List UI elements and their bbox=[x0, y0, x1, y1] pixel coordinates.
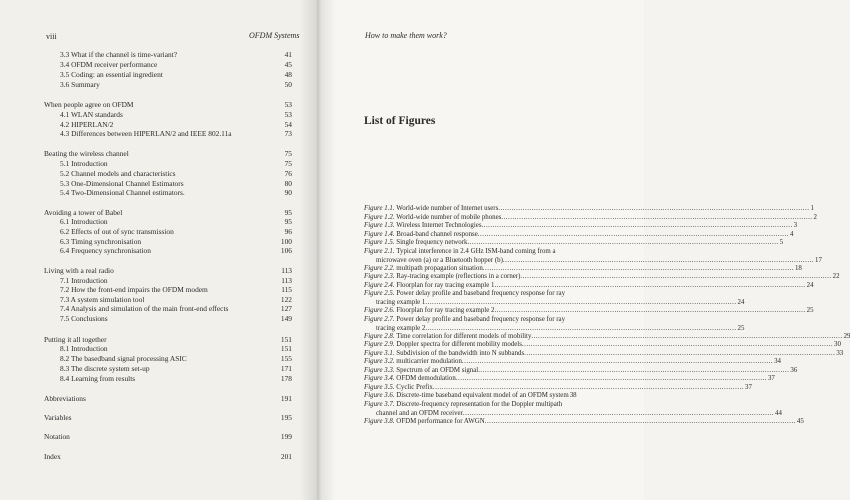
figure-label: Figure 3.7. bbox=[364, 401, 397, 408]
figure-caption: OFDM demodulation bbox=[396, 375, 456, 382]
figure-page: 22 bbox=[832, 273, 840, 280]
figure-page: 38 bbox=[569, 392, 577, 399]
figure-label: Figure 3.4. bbox=[364, 375, 397, 382]
toc-entry-text: 5.1 Introduction bbox=[60, 159, 108, 168]
toc-entry-page: 53 bbox=[284, 100, 292, 109]
figure-caption: Power delay profile and baseband frequency response for ray bbox=[396, 316, 566, 323]
figure-label: Figure 2.8. bbox=[364, 333, 397, 340]
toc-entry-text: 4.1 WLAN standards bbox=[60, 110, 123, 119]
figure-page: 37 bbox=[767, 375, 775, 382]
figure-page: 33 bbox=[836, 350, 844, 357]
toc-entry-page: 75 bbox=[284, 149, 292, 158]
toc-entry-text: 5.2 Channel models and characteristics bbox=[60, 169, 176, 178]
figure-caption: Discrete-time baseband equivalent model of an OFDM system bbox=[396, 392, 569, 399]
figure-caption-continued: tracing example 1 bbox=[376, 298, 426, 306]
figure-entry bbox=[364, 418, 804, 427]
left-running-title: OFDM Systems bbox=[249, 31, 300, 40]
toc-entry-text: 8.1 Introduction bbox=[60, 344, 108, 353]
toc-entry-text: 8.2 The basedband signal processing ASIC bbox=[60, 354, 187, 363]
toc-entry-page: 178 bbox=[280, 374, 292, 383]
toc-entry-text: 6.1 Introduction bbox=[60, 217, 108, 226]
figure-caption: multicarrier modulation bbox=[396, 358, 462, 365]
figure-page: 36 bbox=[790, 367, 798, 374]
toc-entry-page: 195 bbox=[280, 413, 292, 422]
figure-caption: World-wide number of mobile phones bbox=[396, 214, 502, 221]
figure-label: Figure 2.5. bbox=[364, 290, 397, 297]
toc-entry-text: 3.3 What if the channel is time-variant? bbox=[60, 50, 178, 59]
toc-entry-text: 7.3 A system simulation tool bbox=[60, 295, 145, 304]
figure-label: Figure 2.6. bbox=[364, 307, 397, 314]
figure-label: Figure 2.7. bbox=[364, 316, 397, 323]
right-running-title: How to make them work? bbox=[365, 31, 447, 40]
toc-entry-page: 106 bbox=[280, 246, 292, 255]
toc-entry-page: 75 bbox=[284, 159, 292, 168]
figure-page: 1 bbox=[810, 205, 814, 212]
toc-entry-page: 41 bbox=[284, 50, 292, 59]
toc-entry-text: 7.2 How the front-end impairs the OFDM modem bbox=[60, 285, 208, 294]
figure-page: 29 bbox=[843, 333, 850, 340]
toc-entry-page: 96 bbox=[284, 227, 292, 236]
figure-label: Figure 1.2. bbox=[364, 214, 397, 221]
figure-caption: Time correlation for different models of mobility bbox=[396, 333, 532, 340]
toc-entry-page: 100 bbox=[280, 237, 292, 246]
figure-label: Figure 3.2. bbox=[364, 358, 397, 365]
figure-page: 18 bbox=[794, 265, 802, 272]
figure-page: 44 bbox=[775, 409, 782, 417]
toc-entry-text: Living with a real radio bbox=[44, 266, 114, 275]
toc-entry-text: 7.5 Conclusions bbox=[60, 314, 108, 323]
toc-entry-text: 8.3 The discrete system set-up bbox=[60, 364, 150, 373]
toc-entry-text: Avoiding a tower of Babel bbox=[44, 208, 123, 217]
figure-label: Figure 1.3. bbox=[364, 222, 397, 229]
figure-page: 17 bbox=[815, 256, 822, 264]
figure-entry bbox=[364, 401, 782, 418]
figure-entry bbox=[364, 375, 775, 384]
figure-caption-continued: channel and an OFDM receiver bbox=[376, 409, 463, 417]
toc-entry-text: 3.5 Coding: an essential ingredient bbox=[60, 70, 163, 79]
figure-label: Figure 3.5. bbox=[364, 384, 397, 391]
toc-entry-text: 3.6 Summary bbox=[60, 80, 100, 89]
toc-entry-text: 4.3 Differences between HIPERLAN/2 and IEEE 802.11a bbox=[60, 129, 232, 138]
toc-entry-page: 73 bbox=[284, 129, 292, 138]
left-page-number: viii bbox=[46, 32, 57, 41]
toc-entry-page: 171 bbox=[280, 364, 292, 373]
toc-entry-page: 201 bbox=[280, 452, 292, 461]
toc-entry-text: 5.3 One-Dimensional Channel Estimators bbox=[60, 179, 184, 188]
figure-entry bbox=[364, 316, 745, 333]
figure-page: 25 bbox=[737, 324, 745, 332]
figure-caption: Spectrum of an OFDM signal bbox=[396, 367, 479, 374]
book-gutter-shadow bbox=[300, 0, 336, 500]
figure-entry bbox=[364, 358, 781, 367]
toc-entry-text: Index bbox=[44, 452, 61, 461]
toc-entry-text: 3.4 OFDM receiver performance bbox=[60, 60, 158, 69]
figure-label: Figure 2.4. bbox=[364, 282, 397, 289]
figure-label: Figure 2.3. bbox=[364, 273, 397, 280]
figure-page: 4 bbox=[789, 231, 794, 238]
figure-caption: Single frequency network bbox=[396, 239, 468, 246]
figure-caption-continued: tracing example 2 bbox=[376, 324, 426, 332]
figure-entry bbox=[364, 222, 798, 231]
figure-entry bbox=[364, 273, 840, 282]
toc-entry-text: Abbreviations bbox=[44, 394, 86, 403]
toc-entry-page: 95 bbox=[284, 217, 292, 226]
toc-entry-page: 155 bbox=[280, 354, 292, 363]
figure-page: 45 bbox=[796, 418, 804, 425]
toc-entry-text: Beating the wireless channel bbox=[44, 149, 129, 158]
toc-entry-page: 113 bbox=[281, 276, 292, 285]
figure-entry bbox=[364, 239, 784, 248]
toc-entry-text: When people agree on OFDM bbox=[44, 100, 134, 109]
toc-entry-page: 50 bbox=[284, 80, 292, 89]
toc-entry-page: 149 bbox=[280, 314, 292, 323]
figure-label: Figure 2.1. bbox=[364, 248, 397, 255]
figure-label: Figure 2.2. bbox=[364, 265, 397, 272]
figure-entry bbox=[364, 290, 745, 307]
figure-label: Figure 1.4. bbox=[364, 231, 397, 238]
figure-caption: Broad-band channel response bbox=[396, 231, 478, 238]
toc-entry-text: Putting it all together bbox=[44, 335, 107, 344]
figure-label: Figure 1.5. bbox=[364, 239, 397, 246]
toc-entry-page: 151 bbox=[280, 335, 292, 344]
figure-page: 3 bbox=[793, 222, 798, 229]
figure-label: Figure 3.1. bbox=[364, 350, 397, 357]
toc-entry-page: 122 bbox=[280, 295, 292, 304]
toc-entry-page: 127 bbox=[280, 304, 292, 313]
figure-label: Figure 3.8. bbox=[364, 418, 397, 425]
figure-page: 5 bbox=[779, 239, 784, 246]
figure-caption: Cyclic Prefix bbox=[396, 384, 433, 391]
figure-label: Figure 1.1. bbox=[364, 205, 397, 212]
figure-entry bbox=[364, 307, 814, 316]
figure-entry bbox=[364, 205, 814, 214]
list-of-figures-title: List of Figures bbox=[364, 115, 436, 127]
figure-caption-continued: microwave oven (a) or a Bluetooth hopper (b) bbox=[376, 256, 503, 264]
figure-caption: Ray-tracing example (reflections in a corner) bbox=[396, 273, 521, 280]
figure-caption: Typical interference in 2.4 GHz ISM-band coming from a bbox=[396, 248, 556, 255]
figure-caption: World-wide number of Internet users bbox=[396, 205, 499, 212]
figure-page: 30 bbox=[834, 341, 841, 348]
figure-label: Figure 2.9. bbox=[364, 341, 397, 348]
toc-entry-text: 6.4 Frequency synchronisation bbox=[60, 246, 151, 255]
figure-caption: Floorplan for ray tracing example 2 bbox=[396, 307, 495, 314]
figure-entry bbox=[364, 248, 822, 265]
figure-entry bbox=[364, 392, 614, 401]
figure-page: 37 bbox=[745, 384, 752, 391]
figure-caption: Subdivision of the bandwidth into N subbands bbox=[396, 350, 525, 357]
toc-entry-text: 6.3 Timing synchronisation bbox=[60, 237, 142, 246]
toc-entry-page: 191 bbox=[280, 394, 292, 403]
figure-page: 24 bbox=[806, 282, 814, 289]
figure-caption: multipath propagation situation bbox=[396, 265, 483, 272]
figure-caption: Power delay profile and baseband frequency response for ray bbox=[396, 290, 566, 297]
figure-page: 25 bbox=[806, 307, 814, 314]
figure-entry bbox=[364, 341, 841, 350]
toc-entry-page: 199 bbox=[280, 432, 292, 441]
toc-entry-page: 76 bbox=[284, 169, 292, 178]
toc-entry-text: 5.4 Two-Dimensional Channel estimators. bbox=[60, 188, 185, 197]
toc-entry-page: 80 bbox=[284, 179, 292, 188]
toc-entry-text: Notation bbox=[44, 432, 70, 441]
toc-entry-page: 115 bbox=[281, 285, 292, 294]
toc-entry-text: 6.2 Effects of out of sync transmission bbox=[60, 227, 174, 236]
toc-entry-page: 53 bbox=[284, 110, 292, 119]
toc-entry-page: 90 bbox=[284, 188, 292, 197]
figure-label: Figure 3.6. bbox=[364, 392, 397, 399]
toc-entry-text: Variables bbox=[44, 413, 72, 422]
toc-entry-text: 7.4 Analysis and simulation of the main front-end effects bbox=[60, 304, 229, 313]
figure-caption: Doppler spectra for different mobility models bbox=[396, 341, 522, 348]
figure-page: 24 bbox=[737, 298, 745, 306]
figure-caption: Discrete-frequency representation for the Doppler multipath bbox=[396, 401, 563, 408]
toc-entry-page: 48 bbox=[284, 70, 292, 79]
figure-caption: Wireless Internet Technologies bbox=[396, 222, 482, 229]
figure-caption: OFDM performance for AWGN bbox=[396, 418, 485, 425]
figure-page: 34 bbox=[774, 358, 781, 365]
toc-entry-page: 95 bbox=[284, 208, 292, 217]
toc-entry-text: 4.2 HIPERLAN/2 bbox=[60, 120, 114, 129]
toc-entry-text: 7.1 Introduction bbox=[60, 276, 108, 285]
figure-label: Figure 3.3. bbox=[364, 367, 397, 374]
toc-entry-page: 113 bbox=[281, 266, 292, 275]
toc-entry-page: 54 bbox=[284, 120, 292, 129]
toc-entry-page: 151 bbox=[280, 344, 292, 353]
toc-entry-text: 8.4 Learning from results bbox=[60, 374, 136, 383]
figure-caption: Floorplan for ray tracing example 1 bbox=[396, 282, 495, 289]
toc-entry-page: 45 bbox=[284, 60, 292, 69]
figure-page: 2 bbox=[813, 214, 817, 221]
